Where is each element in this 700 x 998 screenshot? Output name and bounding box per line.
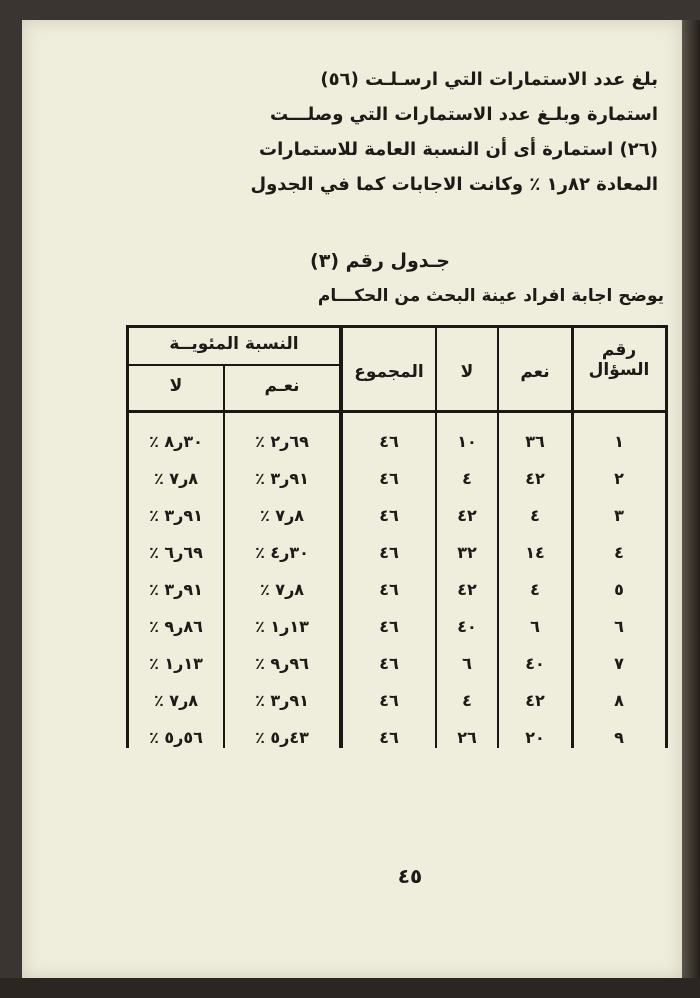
cell-pct-yes: ٩١ر٣ ٪ bbox=[255, 469, 309, 488]
cell-pct-no: ٣٠ر٨ ٪ bbox=[149, 432, 203, 451]
cell-yes: ١٤ bbox=[525, 543, 545, 562]
paragraph-line: (٢٦) استمارة أى أن النسبة العامة للاستمارات bbox=[259, 139, 658, 160]
cell-total: ٤٦ bbox=[379, 469, 399, 488]
cell-pct-no: ٨٦ر٩ ٪ bbox=[149, 617, 203, 636]
cell-q: ٣ bbox=[614, 506, 624, 525]
cell-pct-yes: ٦٩ر٢ ٪ bbox=[255, 432, 309, 451]
body-paragraph bbox=[118, 62, 658, 202]
cell-pct-yes: ٣٠ر٤ ٪ bbox=[255, 543, 309, 562]
page-edge bbox=[682, 20, 700, 998]
cell-no: ٤ bbox=[462, 469, 472, 488]
cell-total: ٤٦ bbox=[379, 728, 399, 747]
cell-pct-no: ٩١ر٣ ٪ bbox=[149, 580, 203, 599]
cell-pct-no: ٨ر٧ ٪ bbox=[153, 469, 199, 488]
cell-no: ٢٦ bbox=[457, 728, 477, 747]
cell-no: ١٠ bbox=[457, 432, 477, 451]
cell-no: ٤٢ bbox=[457, 580, 477, 599]
cell-no: ٣٢ bbox=[457, 543, 477, 562]
header-percentage: النسبة المئويــة bbox=[169, 334, 299, 354]
cell-yes: ٢٠ bbox=[525, 728, 545, 747]
column-divider bbox=[435, 328, 437, 748]
cell-no: ٤٢ bbox=[457, 506, 477, 525]
cell-no: ٤ bbox=[462, 691, 472, 710]
cell-yes: ٤٢ bbox=[525, 469, 545, 488]
cell-pct-yes: ٩٦ر٩ ٪ bbox=[255, 654, 309, 673]
column-divider bbox=[571, 328, 574, 748]
cell-yes: ٤ bbox=[530, 580, 540, 599]
cell-q: ٥ bbox=[614, 580, 624, 599]
cell-q: ٩ bbox=[614, 728, 624, 747]
cell-q: ٦ bbox=[614, 617, 624, 636]
header-divider bbox=[129, 410, 665, 413]
page-number: ٤٥ bbox=[397, 864, 423, 888]
cell-yes: ٦ bbox=[530, 617, 540, 636]
cell-total: ٤٦ bbox=[379, 543, 399, 562]
header-pct-no: لا bbox=[169, 376, 183, 396]
cell-pct-no: ٨ر٧ ٪ bbox=[153, 691, 199, 710]
paragraph-line: بلغ عدد الاستمارات التي ارسـلـت (٥٦) bbox=[320, 69, 658, 90]
cell-total: ٤٦ bbox=[379, 432, 399, 451]
cell-pct-yes: ٤٣ر٥ ٪ bbox=[255, 728, 309, 747]
results-table bbox=[126, 325, 668, 748]
cell-yes: ٤٢ bbox=[525, 691, 545, 710]
page-bottom-edge bbox=[0, 978, 700, 998]
cell-pct-yes: ٩١ر٣ ٪ bbox=[255, 691, 309, 710]
header-question-no-line1: رقم bbox=[601, 340, 637, 360]
header-question-no-line2: السؤال bbox=[588, 360, 650, 380]
header-no: لا bbox=[460, 362, 474, 382]
cell-total: ٤٦ bbox=[379, 654, 399, 673]
header-total: المجموع bbox=[354, 362, 424, 382]
header-subdivider bbox=[129, 364, 339, 366]
cell-pct-yes: ٨ر٧ ٪ bbox=[259, 506, 305, 525]
cell-q: ٨ bbox=[614, 691, 624, 710]
cell-pct-yes: ١٣ر١ ٪ bbox=[255, 617, 309, 636]
cell-q: ٤ bbox=[614, 543, 624, 562]
column-divider bbox=[497, 328, 499, 748]
paragraph-line: المعادة ٨٢ر١ ٪ وكانت الاجابات كما في الجدول bbox=[250, 174, 658, 195]
cell-total: ٤٦ bbox=[379, 691, 399, 710]
cell-total: ٤٦ bbox=[379, 617, 399, 636]
cell-no: ٤٠ bbox=[457, 617, 477, 636]
cell-pct-no: ١٣ر١ ٪ bbox=[149, 654, 203, 673]
cell-pct-no: ٥٦ر٥ ٪ bbox=[149, 728, 203, 747]
cell-q: ٧ bbox=[614, 654, 624, 673]
cell-total: ٤٦ bbox=[379, 506, 399, 525]
cell-pct-no: ٦٩ر٦ ٪ bbox=[149, 543, 203, 562]
cell-no: ٦ bbox=[462, 654, 472, 673]
cell-yes: ٤ bbox=[530, 506, 540, 525]
header-question-no bbox=[573, 340, 665, 380]
column-divider bbox=[339, 328, 343, 748]
cell-yes: ٣٦ bbox=[525, 432, 545, 451]
cell-q: ١ bbox=[614, 432, 624, 451]
cell-pct-yes: ٨ر٧ ٪ bbox=[259, 580, 305, 599]
paragraph-line: استمارة وبلـغ عدد الاستمارات التي وصلـــت bbox=[269, 104, 658, 125]
table-subtitle: يوضح اجابة افراد عينة البحث من الحكـــام bbox=[317, 286, 664, 306]
cell-pct-no: ٩١ر٣ ٪ bbox=[149, 506, 203, 525]
cell-q: ٢ bbox=[614, 469, 624, 488]
header-yes: نعم bbox=[520, 362, 550, 382]
cell-total: ٤٦ bbox=[379, 580, 399, 599]
table-title: جـدول رقم (٣) bbox=[310, 250, 450, 272]
cell-yes: ٤٠ bbox=[525, 654, 545, 673]
header-pct-yes: نعـم bbox=[264, 376, 300, 396]
